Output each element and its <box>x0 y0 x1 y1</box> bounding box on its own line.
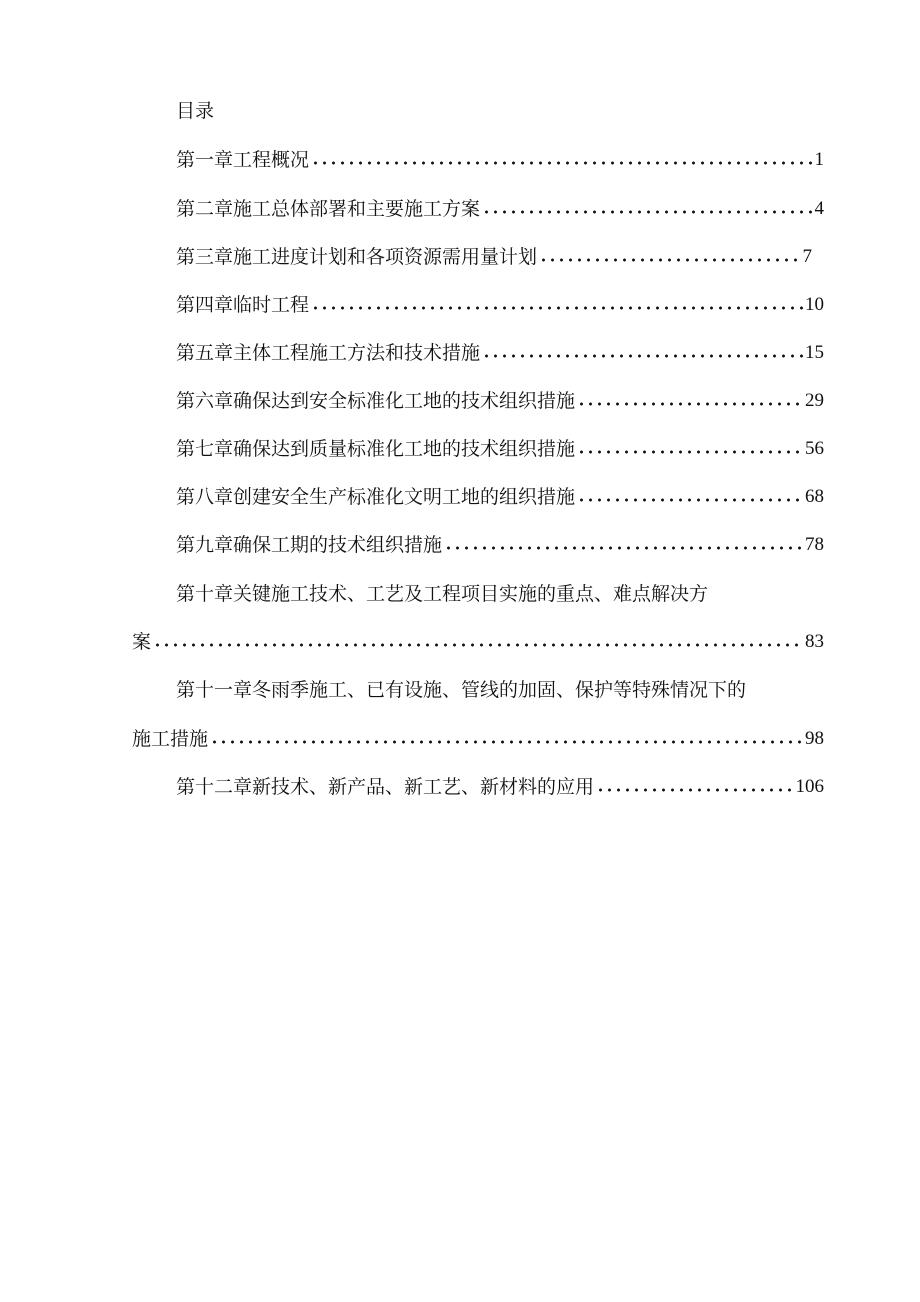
toc-entry[interactable] <box>176 580 708 608</box>
dot-leader <box>577 401 803 407</box>
toc-entry-text: 第二章施工总体部署和主要施工方案 <box>176 198 481 220</box>
toc-page-number: 4 <box>814 198 824 219</box>
dot-leader <box>210 739 803 745</box>
toc-entry-text: 施工措施 <box>132 728 209 750</box>
toc-entry-text: 案 <box>132 631 152 653</box>
dot-leader <box>539 257 800 263</box>
dot-leader <box>311 160 812 166</box>
toc-page-number: 10 <box>805 294 824 315</box>
toc-entry[interactable] <box>176 291 824 319</box>
toc-entry-text: 第一章工程概况 <box>176 149 310 171</box>
toc-entry-text: 第三章施工进度计划和各项资源需用量计划 <box>176 246 538 268</box>
toc-entry-continuation[interactable] <box>132 628 824 656</box>
dot-leader <box>577 497 803 503</box>
toc-entry[interactable] <box>176 387 824 415</box>
toc-entry[interactable] <box>176 195 824 223</box>
toc-entry-text: 第十章关键施工技术、工艺及工程项目实施的重点、难点解决方 <box>176 583 709 605</box>
toc-entry-text: 第八章创建安全生产标准化文明工地的组织措施 <box>176 486 576 508</box>
toc-page-number: 15 <box>805 342 824 363</box>
toc-entry-text: 第十二章新技术、新产品、新工艺、新材料的应用 <box>176 776 595 798</box>
toc-entry[interactable] <box>176 339 824 367</box>
toc-entry[interactable] <box>176 243 812 271</box>
dot-leader <box>577 449 803 455</box>
toc-page-number: 68 <box>805 486 824 507</box>
toc-entry-text: 第十一章冬雨季施工、已有设施、管线的加固、保护等特殊情况下的 <box>176 679 747 701</box>
toc-entry[interactable] <box>176 773 824 801</box>
toc-page-number: 106 <box>795 776 824 797</box>
toc-entry-text: 第六章确保达到安全标准化工地的技术组织措施 <box>176 390 576 412</box>
toc-page-number: 29 <box>805 390 824 411</box>
dot-leader <box>482 353 803 359</box>
dot-leader <box>482 209 812 215</box>
toc-page-number: 1 <box>814 149 824 170</box>
dot-leader <box>153 642 803 648</box>
toc-entry[interactable] <box>176 435 824 463</box>
toc-page-number: 7 <box>802 246 812 267</box>
toc-entry[interactable] <box>176 676 746 704</box>
toc-entry[interactable] <box>176 483 824 511</box>
toc-page-number: 98 <box>805 728 824 749</box>
toc-page-number: 83 <box>805 631 824 652</box>
dot-leader <box>311 305 803 311</box>
toc-entry-text: 第四章临时工程 <box>176 294 310 316</box>
toc-entry[interactable] <box>176 531 824 559</box>
toc-entry-continuation[interactable] <box>132 725 824 753</box>
dot-leader <box>444 545 803 551</box>
toc-page-number: 78 <box>805 534 824 555</box>
toc-title: 目录 <box>176 100 215 122</box>
toc-entry-text: 第七章确保达到质量标准化工地的技术组织措施 <box>176 438 576 460</box>
dot-leader <box>596 787 793 793</box>
toc-page-number: 56 <box>805 438 824 459</box>
toc-entry-text: 第九章确保工期的技术组织措施 <box>176 534 443 556</box>
toc-entry[interactable] <box>176 146 824 174</box>
toc-entry-text: 第五章主体工程施工方法和技术措施 <box>176 342 481 364</box>
